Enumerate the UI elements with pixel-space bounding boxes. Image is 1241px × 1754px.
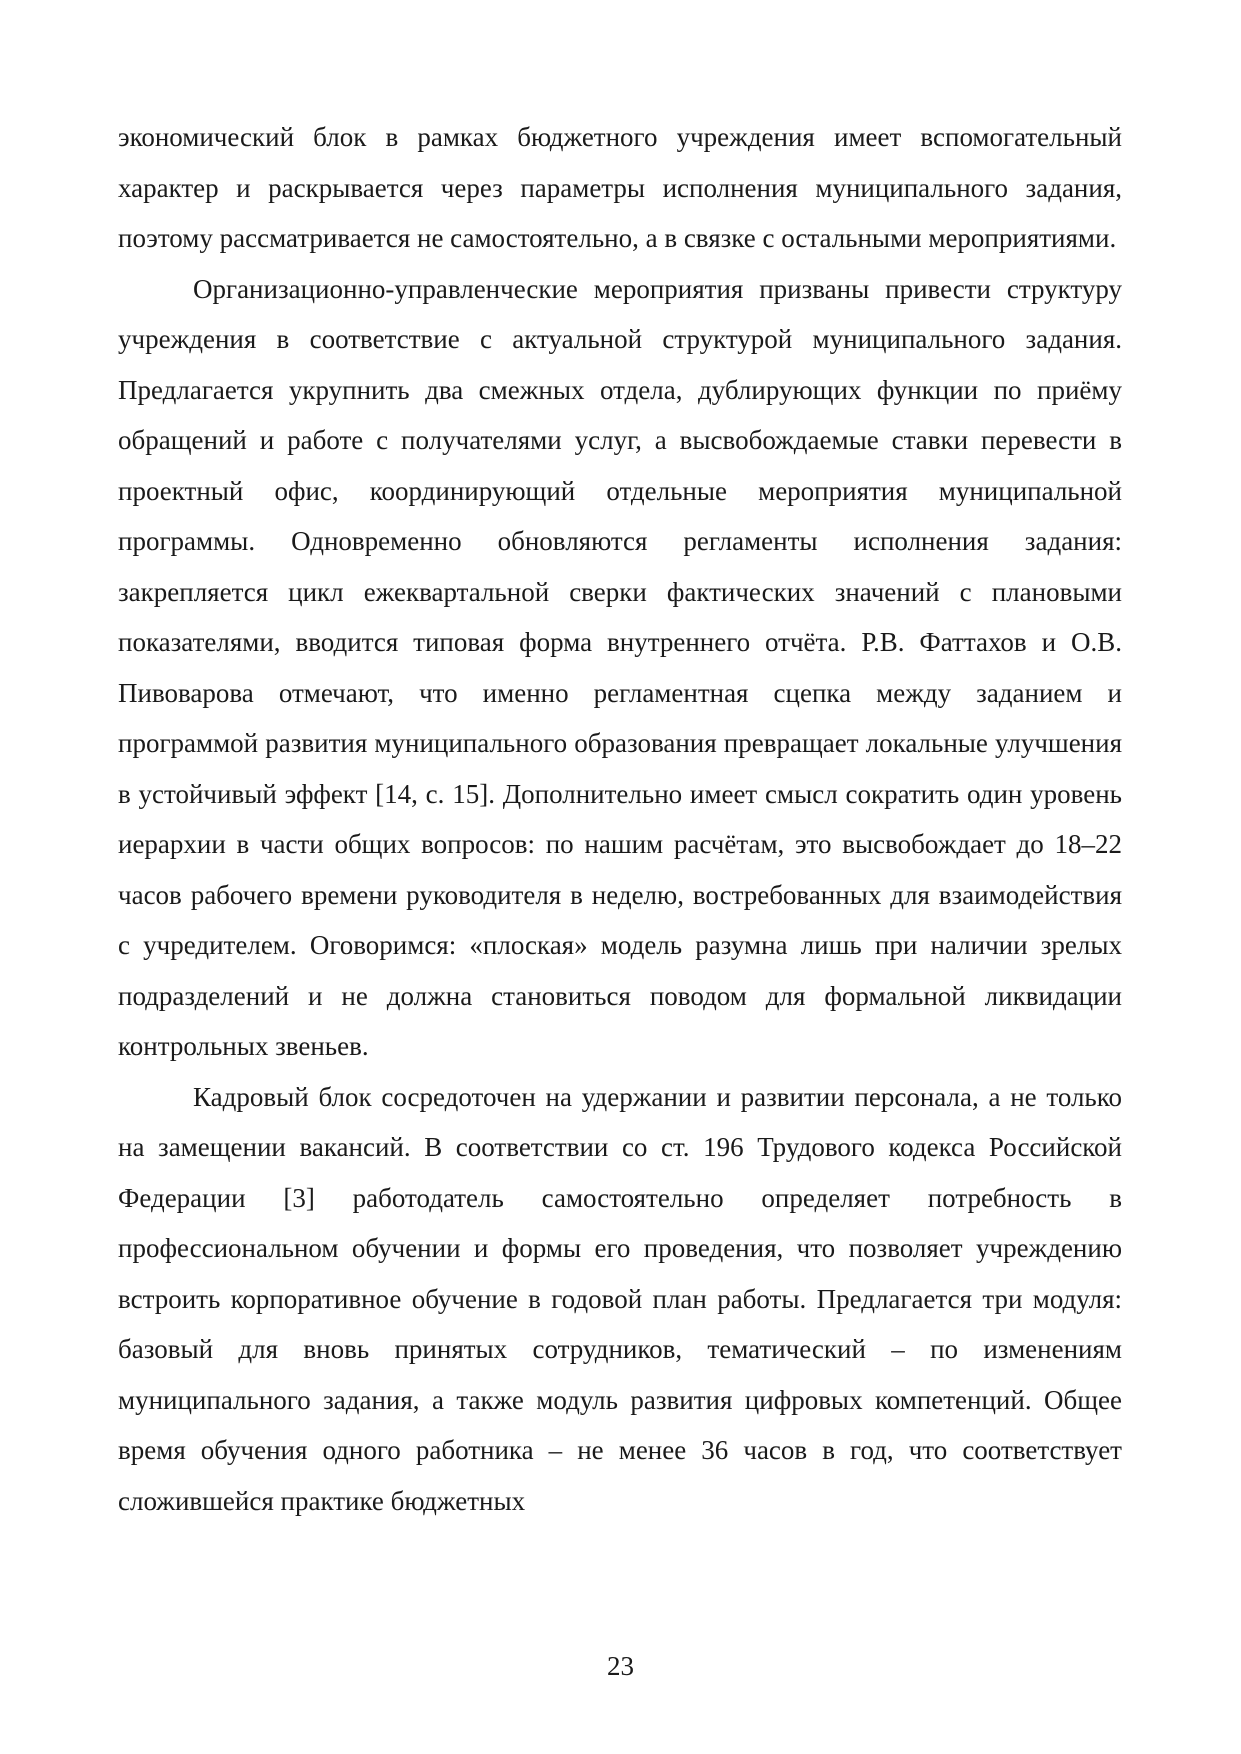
paragraph-personnel-block: Кадровый блок сосредоточен на удержании и развитии персонала, а не только на замещении вакансий. В соответствии со ст. 196 Трудового кодекса Российской Федерации [3] работодатель самостоятельно определяет потребность в профессиональном обучении и формы его проведения, что позволяет учреждению встроить корпоративное обучение в годовой план работы. Предлагается три модуля: базовый для вновь принятых сотрудников, тематический – по изменениям муниципального задания, а также модуль развития цифровых компетенций. Общее время обучения одного работника – не менее 36 часов в год, что соответствует сложившейся практике бюджетных (118, 1081, 1122, 1516)
paragraph-continuation: экономический блок в рамках бюджетного учреждения имеет вспомогательный характер и раскрывается через параметры исполнения муниципального задания, поэтому рассматривается не самостоятельно, а в связке с остальными мероприятиями. (118, 122, 1122, 253)
paragraph-organizational-measures: Организационно-управленческие мероприятия призваны привести структуру учреждения в соответствие с актуальной структурой муниципального задания. Предлагается укрупнить два смежных отдела, дублирующих функции по приёму обращений и работе с получателями услуг, а высвобождаемые ставки перевести в проектный офис, координирующий отдельные мероприятия муниципальной программы. Одновременно обновляются регламенты исполнения задания: закрепляется цикл ежеквартальной сверки фактических значений с плановыми показателями, вводится типовая форма внутреннего отчёта. Р.В. Фаттахов и О.В. Пивоварова отмечают, что именно регламентная сцепка между заданием и программой развития муниципального образования превращает локальные улучшения в устойчивый эффект [14, с. 15]. Дополнительно имеет смысл сократить один уровень иерархии в части общих вопросов: по нашим расчётам, это высвобождает до 18–22 часов рабочего времени руководителя в неделю, востребованных для взаимодействия с учредителем. Оговоримся: «плоская» модель разумна лишь при наличии зрелых подразделений и не должна становиться поводом для формальной ликвидации контрольных звеньев. (118, 273, 1122, 1061)
document-page (118, 112, 1122, 1526)
page-number: 23 (607, 1651, 634, 1681)
